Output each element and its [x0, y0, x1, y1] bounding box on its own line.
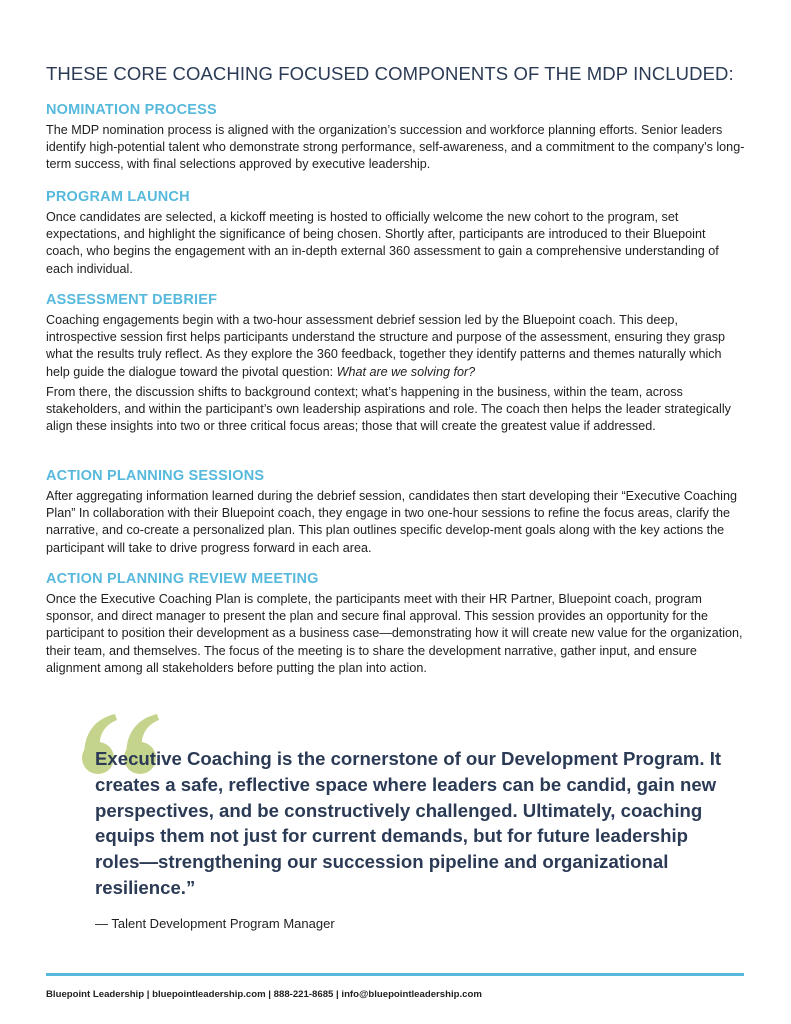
section-heading: ACTION PLANNING REVIEW MEETING [46, 571, 319, 587]
section-paragraph: From there, the discussion shifts to background context; what’s happening in the business, within the team, across stakeholders, and within the participant’s own leadership aspirations and role. The coach then helps the leader strategically align these insights into two or three critical focus areas; those that will create the greatest value if addressed. [46, 384, 731, 434]
section-paragraph: Once candidates are selected, a kickoff meeting is hosted to officially welcome the new cohort to the program, set expectations, and highlight the significance of being chosen. Shortly after, participants are introduced to their Bluepoint coach, who begins the engagement with an in-depth external 360 assessment to gain a comprehensive understanding of each individual. [46, 210, 719, 276]
section-paragraph: Once the Executive Coaching Plan is complete, the participants meet with their HR Partner, Bluepoint coach, program sponsor, and direct manager to present the plan and secure final approval. This session provides an opportunity for the participant to position their development as a business case—demonstrating how it will create new value for the organization, their team, and themselves. The focus of the meeting is to share the development narrative, gather input, and ensure alignment among all stakeholders before putting the plan into action. [46, 592, 743, 675]
section-program-launch [46, 189, 746, 278]
section-heading: NOMINATION PROCESS [46, 102, 217, 118]
footer-contact: Bluepoint Leadership | bluepointleadership.com | 888-221-8685 | info@bluepointleadership.com [46, 989, 482, 1000]
testimonial-quote: Executive Coaching is the cornerstone of our Development Program. It creates a safe, reflective space where leaders can be candid, gain new perspectives, and be constructively challenged. Ultimately, coaching equips them not just for current demands, but for future leadership roles—strengthening our succession pipeline and organizational resilience.” [95, 748, 722, 898]
section-assessment-debrief [46, 292, 746, 435]
section-paragraph: After aggregating information learned during the debrief session, candidates then start developing their “Executive Coaching Plan” In collaboration with their Bluepoint coach, they engage in two one-hour sessions to refine the focus areas, clarify the narrative, and co-create a personalized plan. This plan outlines specific develop-ment goals along with the key actions the participant will take to drive progress forward in each area. [46, 489, 737, 555]
section-paragraph [46, 312, 746, 381]
section-paragraph-text: Coaching engagements begin with a two-hour assessment debrief session led by the Bluepoint coach. This deep, introspective session first helps participants understand the structure and purpose of the assessment, ensuring they grasp what the results truly reflect. As they explore the 360 feedback, together they identify patterns and themes naturally which help guide the dialogue toward the pivotal question: [46, 313, 726, 379]
section-nomination-process [46, 102, 746, 174]
section-heading: ASSESSMENT DEBRIEF [46, 292, 218, 308]
quote-attribution: — Talent Development Program Manager [95, 916, 335, 931]
section-paragraph: The MDP nomination process is aligned with the organization’s succession and workforce planning efforts. Senior leaders identify high-potential talent who demonstrate strong performance, self-awareness, and a commitment to the company’s long-term success, with final selections approved by executive leadership. [46, 123, 745, 172]
pivotal-question: What are we solving for? [336, 364, 476, 379]
section-action-planning-sessions [46, 468, 746, 557]
footer-divider [46, 973, 744, 976]
section-heading: PROGRAM LAUNCH [46, 189, 190, 205]
page-title: THESE CORE COACHING FOCUSED COMPONENTS OF THE MDP INCLUDED: [46, 63, 734, 84]
section-action-planning-review-meeting [46, 571, 746, 677]
section-heading: ACTION PLANNING SESSIONS [46, 468, 265, 484]
